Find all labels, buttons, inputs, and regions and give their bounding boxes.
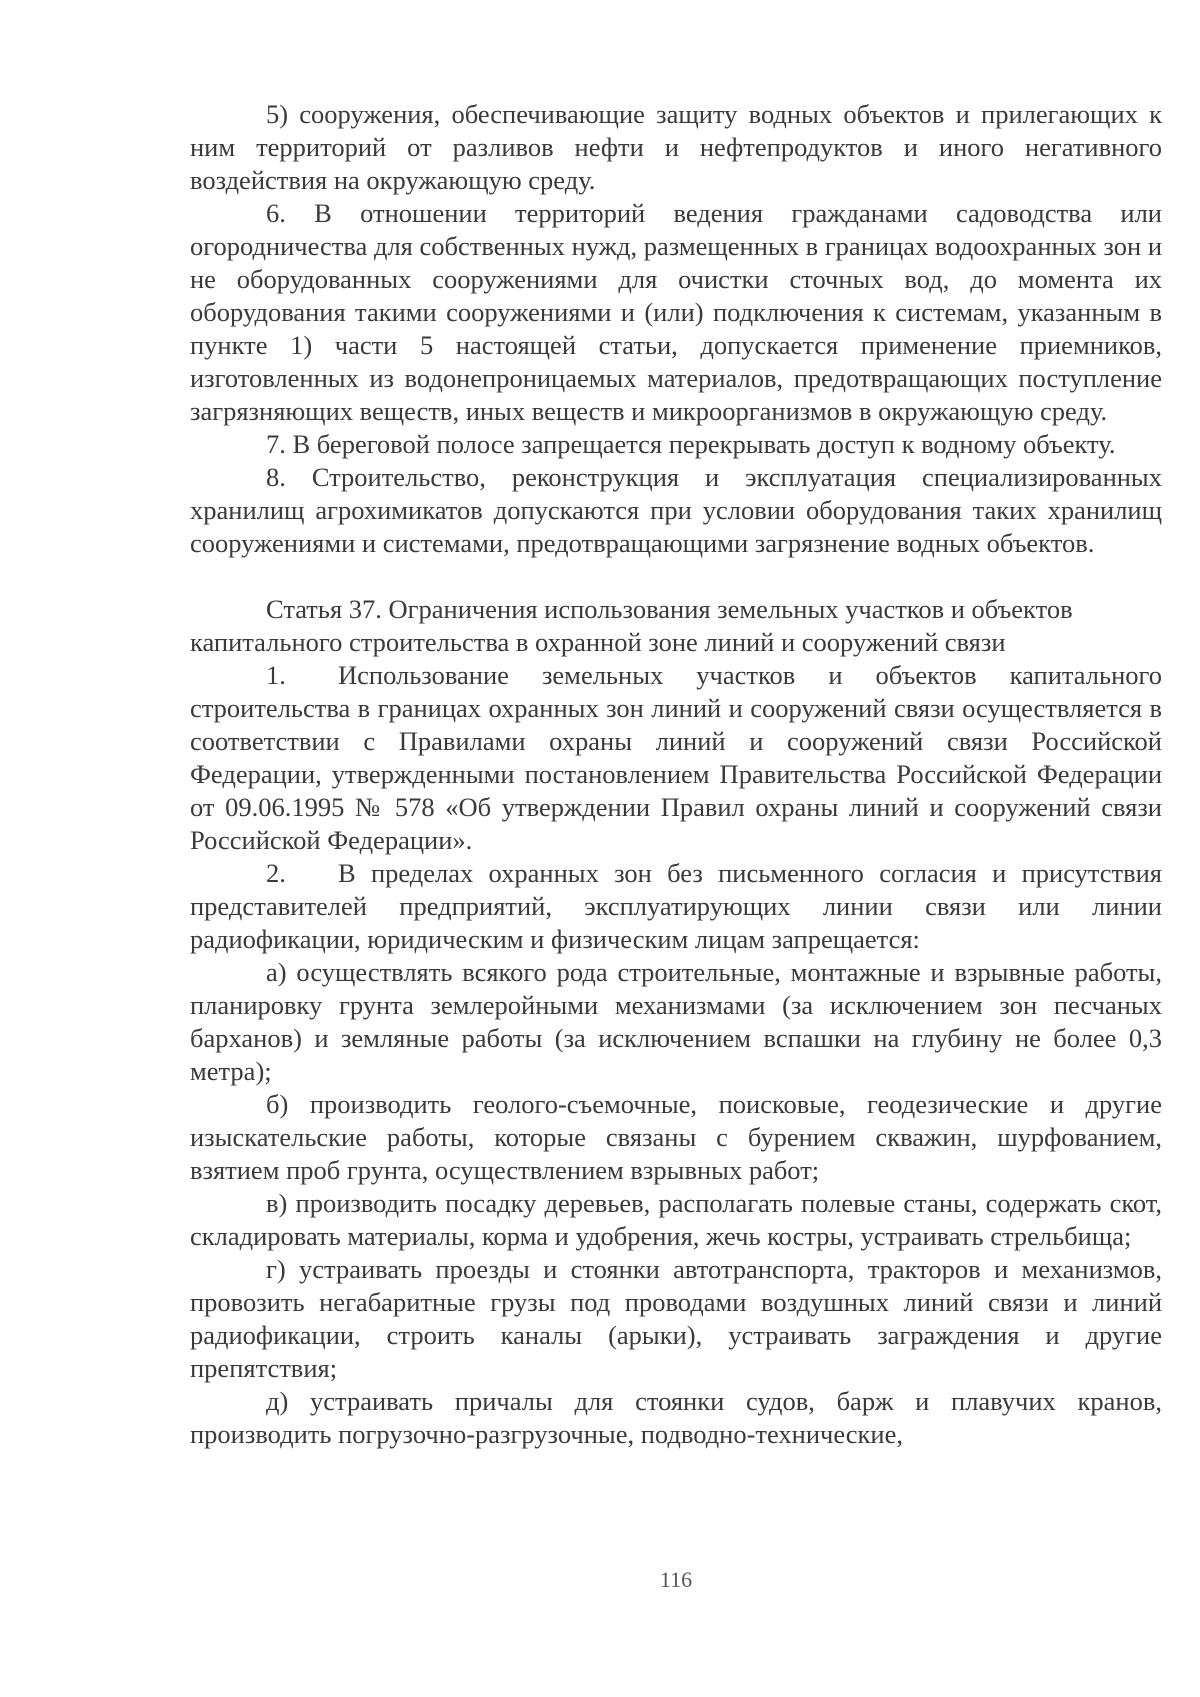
subitem-g: г) устраивать проезды и стоянки автотранспорта, тракторов и механизмов, провозить негабаритные грузы под проводами воздушных линий связи и линий радиофикации, строить каналы (арыки), устраивать заграждения и другие препятствия; [190, 1254, 1162, 1383]
page-number: 116 [659, 1567, 693, 1592]
paragraph-item-5: 5) сооружения, обеспечивающие защиту водных объектов и прилегающих к ним территорий от разливов нефти и нефтепродуктов и иного негативного воздействия на окружающую среду. [190, 99, 1162, 195]
subitem-b: б) производить геолого-съемочные, поисковые, геодезические и другие изыскательские работы, которые связаны с бурением скважин, шурфованием, взятием проб грунта, осуществлением взрывных работ; [190, 1089, 1162, 1185]
subitem-v: в) производить посадку деревьев, располагать полевые станы, содержать скот, складировать материалы, корма и удобрения, жечь костры, устраивать стрельбища; [190, 1188, 1162, 1251]
subitem-a: а) осуществлять всякого рода строительные, монтажные и взрывные работы, планировку грунта землеройными механизмами (за исключением зон песчаных барханов) и земляные работы (за исключением вспашки на глубину не более 0,3 метра); [190, 957, 1162, 1086]
item-text: Использование земельных участков и объектов капитального строительства в границах охранных зон линий и сооружений связи осуществляется в соответствии с Правилами охраны линий и сооружений связи Российской Федерации, утвержденными постановлением Правительства Российской Федерации от 09.06.1995 № 578 «Об утверждении Правил охраны линий и сооружений связи Российской Федерации». [190, 660, 1162, 855]
article-title: Статья 37. Ограничения использования земельных участков и объектов капитального строительства в охранной зоне линий и сооружений связи [190, 594, 1073, 657]
document-page [190, 98, 1162, 1451]
item-number: 2. [266, 858, 286, 888]
item-number: 1. [266, 660, 286, 690]
paragraph-item-6: 6. В отношении территорий ведения гражданами садоводства или огородничества для собственных нужд, размещенных в границах водоохранных зон и не оборудованных сооружениями для очистки сточных вод, до момента их оборудования такими сооружениями и (или) подключения к системам, указанным в пункте 1) части 5 настоящей статьи, допускается применение приемников, изготовленных из водонепроницаемых материалов, предотвращающих поступление загрязняющих веществ, иных веществ и микроорганизмов в окружающую среду. [190, 198, 1162, 426]
item-text: В пределах охранных зон без письменного согласия и присутствия представителей предприятий, эксплуатирующих линии связи или линии радиофикации, юридическим и физическим лицам запрещается: [190, 858, 1162, 954]
article-item-2 [190, 857, 1162, 956]
paragraph-item-8: 8. Строительство, реконструкция и эксплуатация специализированных хранилищ агрохимикатов допускаются при условии оборудования таких хранилищ сооружениями и системами, предотвращающими загрязнение водных объектов. [190, 462, 1162, 558]
paragraph-item-7: 7. В береговой полосе запрещается перекрывать доступ к водному объекту. [266, 429, 1116, 459]
section-spacer [190, 560, 1162, 593]
article-item-1 [190, 659, 1162, 857]
subitem-d: д) устраивать причалы для стоянки судов, барж и плавучих кранов, производить погрузочно-разгрузочные, подводно-технические, [190, 1386, 1162, 1449]
